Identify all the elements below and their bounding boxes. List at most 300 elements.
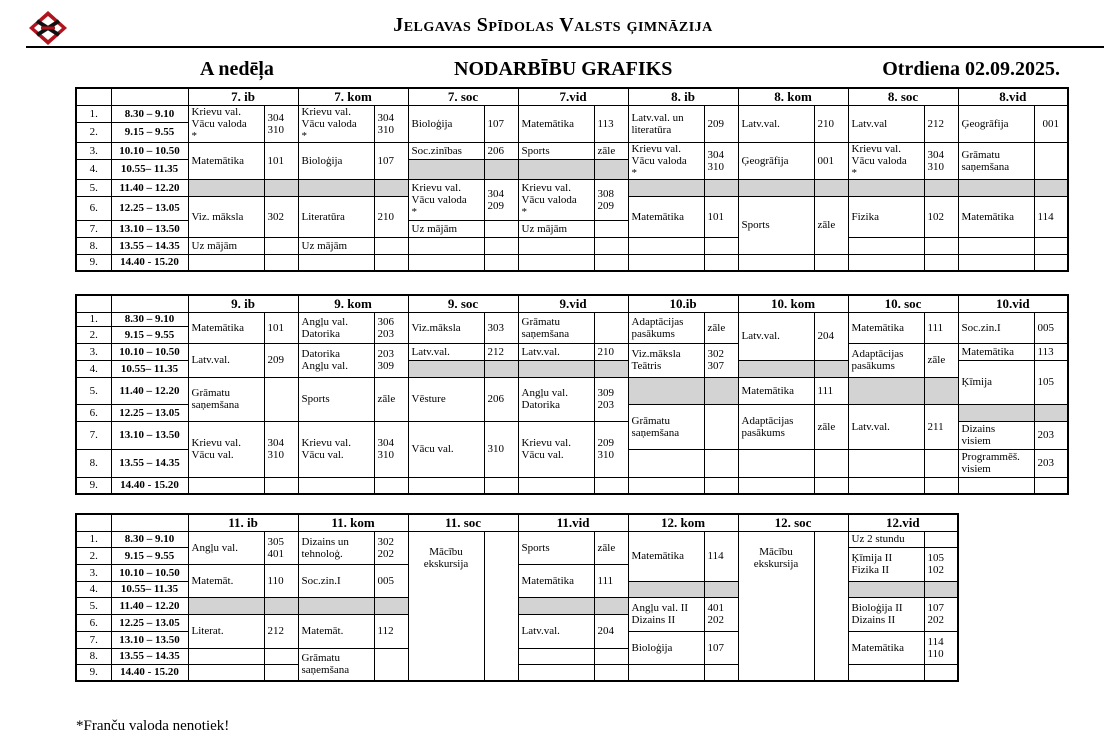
period-time: 13.55 – 14.35: [111, 449, 188, 477]
subject-cell: [738, 477, 814, 494]
room-cell: [704, 664, 738, 681]
subject-cell: Viz.māksla Teātris: [628, 343, 704, 377]
room-cell: [1034, 477, 1068, 494]
room-cell: [704, 581, 738, 597]
room-cell: [374, 179, 408, 196]
page-title: NODARBĪBU GRAFIKS: [454, 58, 673, 80]
room-cell: 114: [1034, 196, 1068, 237]
class-header: 8. soc: [848, 88, 958, 105]
subject-cell: Adaptācijas pasākums: [738, 404, 814, 449]
room-cell: [594, 597, 628, 614]
period-number: 1.: [76, 105, 111, 122]
room-cell: 210: [374, 196, 408, 237]
subject-cell: Angļu val. Datorika: [518, 377, 594, 421]
room-cell: [264, 477, 298, 494]
room-cell: 304 310: [374, 105, 408, 142]
subject-cell: [958, 477, 1034, 494]
room-cell: [484, 237, 518, 254]
period-row: [76, 477, 1068, 494]
subject-cell: Bioloģija: [298, 142, 374, 179]
room-cell: [594, 312, 628, 343]
room-cell: 107: [704, 631, 738, 664]
period-time: 12.25 – 13.05: [111, 196, 188, 220]
period-time: 13.55 – 14.35: [111, 237, 188, 254]
class-header: 9. ib: [188, 295, 298, 312]
room-cell: zāle: [374, 377, 408, 421]
room-cell: 206: [484, 377, 518, 421]
room-cell: 114: [704, 531, 738, 581]
class-header: 9. soc: [408, 295, 518, 312]
subject-cell: [518, 477, 594, 494]
room-cell: 001: [1034, 105, 1068, 142]
subject-cell: Ģeogrāfija: [738, 142, 814, 179]
subject-cell: [628, 449, 704, 477]
room-cell: 105: [1034, 360, 1068, 404]
room-cell: [924, 664, 958, 681]
subject-cell: [848, 664, 924, 681]
class-header: 7.vid: [518, 88, 628, 105]
room-cell: [704, 404, 738, 449]
subject-cell: Krievu val. Vācu valoda *: [848, 142, 924, 179]
subject-cell: Adaptācijas pasākums: [848, 343, 924, 377]
room-cell: [264, 179, 298, 196]
subject-cell: Ķīmija II Fizika II: [848, 547, 924, 581]
time-header: [111, 295, 188, 312]
room-cell: 308 209: [594, 179, 628, 220]
class-header: 12.vid: [848, 514, 958, 531]
period-number: 3.: [76, 564, 111, 581]
period-number: 6.: [76, 196, 111, 220]
room-cell: 102: [924, 196, 958, 237]
subject-cell: Matemātika: [628, 196, 704, 237]
room-cell: [594, 220, 628, 237]
period-time: 9.15 – 9.55: [111, 326, 188, 343]
room-cell: [704, 179, 738, 196]
period-number: 7.: [76, 421, 111, 449]
room-cell: 204: [814, 312, 848, 360]
subject-cell: Matemātika: [628, 531, 704, 581]
subject-cell: [848, 179, 924, 196]
room-cell: 114 110: [924, 631, 958, 664]
room-cell: 302: [264, 196, 298, 237]
room-cell: 304 310: [264, 421, 298, 477]
period-number-header: [76, 514, 111, 531]
subject-cell: Matemātika: [518, 564, 594, 597]
subject-cell: Latv.val: [848, 105, 924, 142]
class-header: 8.vid: [958, 88, 1068, 105]
room-cell: [594, 237, 628, 254]
period-time: 11.40 – 12.20: [111, 597, 188, 614]
timetable-1: [75, 87, 1069, 272]
room-cell: [814, 449, 848, 477]
room-cell: 107: [484, 105, 518, 142]
subject-cell: Latv.val.: [188, 343, 264, 377]
room-cell: 305 401: [264, 531, 298, 564]
footnote: *Franču valoda nenotiek!: [76, 718, 230, 734]
period-row: [76, 531, 958, 547]
room-cell: [594, 664, 628, 681]
room-cell: [1034, 404, 1068, 421]
period-number: 8.: [76, 648, 111, 664]
room-cell: 304 209: [484, 179, 518, 220]
subject-cell: Bioloģija: [408, 105, 484, 142]
room-cell: 401 202: [704, 597, 738, 631]
subject-cell: Angļu val. Datorika: [298, 312, 374, 343]
subject-cell: Fizika: [848, 196, 924, 237]
subject-cell: Uz mājām: [408, 220, 484, 237]
subject-cell: Krievu val. Vācu valoda *: [408, 179, 484, 220]
period-row: [76, 254, 1068, 271]
class-header: 11. ib: [188, 514, 298, 531]
period-number-header: [76, 88, 111, 105]
room-cell: 101: [704, 196, 738, 237]
subject-cell: [188, 477, 264, 494]
room-cell: 210: [814, 105, 848, 142]
period-time: 12.25 – 13.05: [111, 614, 188, 631]
subject-cell: [518, 254, 594, 271]
subject-cell: Literat.: [188, 614, 264, 648]
room-cell: [1034, 179, 1068, 196]
header-rule: [26, 46, 1104, 48]
subject-cell: [628, 377, 704, 404]
period-number: 3.: [76, 142, 111, 159]
room-cell: [704, 237, 738, 254]
room-cell: [374, 477, 408, 494]
subject-cell: Soc.zinības: [408, 142, 484, 159]
room-cell: 211: [924, 404, 958, 449]
room-cell: [924, 254, 958, 271]
class-header: 7. soc: [408, 88, 518, 105]
period-time: 10.55– 11.35: [111, 360, 188, 377]
period-number: 4.: [76, 360, 111, 377]
time-header: [111, 88, 188, 105]
room-cell: 209: [264, 343, 298, 377]
period-row: [76, 377, 1068, 404]
subject-cell: Vēsture: [408, 377, 484, 421]
timetable-3: [75, 513, 959, 682]
room-cell: [814, 179, 848, 196]
subject-cell: [298, 597, 374, 614]
room-cell: zāle: [594, 531, 628, 564]
period-time: 10.10 – 10.50: [111, 142, 188, 159]
period-number: 9.: [76, 664, 111, 681]
subject-cell: Latv.val.: [738, 105, 814, 142]
subject-cell: [848, 254, 924, 271]
period-number: 7.: [76, 220, 111, 237]
subject-cell: [188, 179, 264, 196]
room-cell: [924, 237, 958, 254]
room-cell: [924, 531, 958, 547]
room-cell: 107 202: [924, 597, 958, 631]
room-cell: 212: [484, 343, 518, 360]
subject-cell: [188, 597, 264, 614]
room-cell: [374, 648, 408, 681]
period-time: 13.10 – 13.50: [111, 421, 188, 449]
time-header: [111, 514, 188, 531]
room-cell: [594, 360, 628, 377]
subject-cell: Adaptācijas pasākums: [628, 312, 704, 343]
subject-cell: [188, 664, 264, 681]
period-number: 4.: [76, 581, 111, 597]
period-time: 10.10 – 10.50: [111, 343, 188, 360]
room-cell: [814, 254, 848, 271]
room-cell: [924, 477, 958, 494]
class-header: 11. soc: [408, 514, 518, 531]
room-cell: [814, 531, 848, 681]
header-row: [76, 514, 958, 531]
room-cell: [594, 648, 628, 664]
room-cell: 304 310: [374, 421, 408, 477]
room-cell: [924, 581, 958, 597]
period-number: 2.: [76, 547, 111, 564]
period-number: 2.: [76, 122, 111, 142]
room-cell: [704, 377, 738, 404]
class-header: 7. ib: [188, 88, 298, 105]
period-number: 5.: [76, 597, 111, 614]
room-cell: [1034, 142, 1068, 179]
subject-cell: [628, 664, 704, 681]
period-number: 5.: [76, 377, 111, 404]
room-cell: 111: [924, 312, 958, 343]
room-cell: [374, 597, 408, 614]
subject-cell: Grāmatu saņemšana: [188, 377, 264, 421]
subject-cell: [738, 254, 814, 271]
class-header: 11.vid: [518, 514, 628, 531]
class-header: 9. kom: [298, 295, 408, 312]
subject-cell: Vācu val.: [408, 421, 484, 477]
room-cell: [1034, 254, 1068, 271]
class-header: 10. soc: [848, 295, 958, 312]
room-cell: zāle: [704, 312, 738, 343]
room-cell: [484, 159, 518, 179]
class-header: 12. soc: [738, 514, 848, 531]
subject-cell: [518, 648, 594, 664]
period-row: [76, 142, 1068, 159]
room-cell: 203 309: [374, 343, 408, 377]
period-number: 9.: [76, 254, 111, 271]
room-cell: zāle: [594, 142, 628, 159]
period-number: 8.: [76, 449, 111, 477]
date-label: Otrdiena 02.09.2025.: [882, 58, 1060, 80]
subject-cell: [408, 477, 484, 494]
room-cell: [264, 254, 298, 271]
subject-cell: [628, 179, 704, 196]
subject-cell: Matemātika: [848, 631, 924, 664]
room-cell: [484, 220, 518, 237]
room-cell: 304 310: [704, 142, 738, 179]
subject-cell: Mācību ekskursija: [408, 531, 484, 681]
room-cell: 203: [1034, 421, 1068, 449]
subject-cell: Dizains visiem: [958, 421, 1034, 449]
room-cell: zāle: [924, 343, 958, 377]
subject-cell: [848, 377, 924, 404]
period-row: [76, 343, 1068, 360]
subject-cell: [738, 179, 814, 196]
subject-cell: Matemātika: [738, 377, 814, 404]
room-cell: 212: [264, 614, 298, 648]
subject-cell: Matemātika: [848, 312, 924, 343]
room-cell: 005: [1034, 312, 1068, 343]
subject-cell: [298, 477, 374, 494]
week-label: A nedēļa: [200, 58, 274, 80]
header-row: [76, 88, 1068, 105]
subject-cell: Angļu val. II Dizains II: [628, 597, 704, 631]
subject-cell: Uz 2 stundu: [848, 531, 924, 547]
room-cell: [924, 449, 958, 477]
room-cell: 304 310: [924, 142, 958, 179]
room-cell: [484, 477, 518, 494]
room-cell: 111: [814, 377, 848, 404]
subject-cell: [518, 237, 594, 254]
subject-cell: Ķīmija: [958, 360, 1034, 404]
room-cell: 101: [264, 312, 298, 343]
room-cell: 206: [484, 142, 518, 159]
subject-cell: Dizains un tehnoloģ.: [298, 531, 374, 564]
subject-cell: Krievu val. Vācu valoda *: [298, 105, 374, 142]
period-row: [76, 179, 1068, 196]
period-number: 8.: [76, 237, 111, 254]
period-number-header: [76, 295, 111, 312]
period-time: 8.30 – 9.10: [111, 105, 188, 122]
room-cell: [374, 254, 408, 271]
room-cell: [264, 237, 298, 254]
class-header: 10.ib: [628, 295, 738, 312]
room-cell: [264, 377, 298, 421]
room-cell: [594, 477, 628, 494]
subject-cell: [738, 449, 814, 477]
room-cell: 302 202: [374, 531, 408, 564]
room-cell: [814, 477, 848, 494]
subject-cell: [188, 648, 264, 664]
period-number: 9.: [76, 477, 111, 494]
period-time: 9.15 – 9.55: [111, 547, 188, 564]
period-time: 11.40 – 12.20: [111, 179, 188, 196]
subject-cell: [408, 360, 484, 377]
subject-cell: Soc.zin.I: [958, 312, 1034, 343]
period-time: 14.40 - 15.20: [111, 477, 188, 494]
period-time: 14.40 - 15.20: [111, 664, 188, 681]
subject-cell: [298, 254, 374, 271]
room-cell: [484, 254, 518, 271]
room-cell: 302 307: [704, 343, 738, 377]
subject-cell: [408, 159, 484, 179]
subject-cell: [628, 254, 704, 271]
period-time: 13.10 – 13.50: [111, 220, 188, 237]
room-cell: [924, 179, 958, 196]
period-number: 3.: [76, 343, 111, 360]
class-header: 9.vid: [518, 295, 628, 312]
room-cell: 101: [264, 142, 298, 179]
subject-cell: Grāmatu saņemšana: [628, 404, 704, 449]
room-cell: zāle: [814, 404, 848, 449]
subject-cell: Viz. māksla: [188, 196, 264, 237]
room-cell: 203: [1034, 449, 1068, 477]
subject-cell: [958, 404, 1034, 421]
period-time: 13.10 – 13.50: [111, 631, 188, 648]
subject-cell: Matemātika: [518, 105, 594, 142]
period-number: 2.: [76, 326, 111, 343]
subject-cell: Bioloģija: [628, 631, 704, 664]
subject-cell: Matemāt.: [188, 564, 264, 597]
room-cell: 309 203: [594, 377, 628, 421]
subject-cell: Latv.val.: [738, 312, 814, 360]
subject-cell: Soc.zin.I: [298, 564, 374, 597]
period-number: 6.: [76, 404, 111, 421]
subject-cell: Mācību ekskursija: [738, 531, 814, 681]
subject-cell: [848, 449, 924, 477]
subject-cell: Sports: [298, 377, 374, 421]
subject-cell: [848, 477, 924, 494]
room-cell: 212: [924, 105, 958, 142]
room-cell: zāle: [814, 196, 848, 254]
room-cell: [924, 377, 958, 404]
period-row: [76, 312, 1068, 326]
subject-cell: Literatūra: [298, 196, 374, 237]
subject-cell: Uz mājām: [298, 237, 374, 254]
room-cell: [814, 360, 848, 377]
room-cell: 209 310: [594, 421, 628, 477]
period-number: 1.: [76, 312, 111, 326]
subject-cell: [848, 581, 924, 597]
room-cell: [374, 237, 408, 254]
period-time: 12.25 – 13.05: [111, 404, 188, 421]
subject-cell: Grāmatu saņemšana: [518, 312, 594, 343]
room-cell: 210: [594, 343, 628, 360]
room-cell: 209: [704, 105, 738, 142]
period-time: 10.10 – 10.50: [111, 564, 188, 581]
subject-cell: Sports: [518, 142, 594, 159]
school-name: Jelgavas Spīdolas Valsts ģimnāzija: [393, 14, 713, 36]
subject-cell: [738, 360, 814, 377]
subject-cell: [958, 179, 1034, 196]
room-cell: [264, 597, 298, 614]
period-number: 5.: [76, 179, 111, 196]
subject-cell: Krievu val. Vācu val.: [298, 421, 374, 477]
subject-cell: Sports: [518, 531, 594, 564]
subject-cell: [408, 254, 484, 271]
room-cell: [1034, 237, 1068, 254]
subject-cell: Ģeogrāfija: [958, 105, 1034, 142]
period-number: 4.: [76, 159, 111, 179]
period-time: 11.40 – 12.20: [111, 377, 188, 404]
room-cell: 204: [594, 614, 628, 648]
subject-cell: Krievu val. Vācu val.: [188, 421, 264, 477]
period-time: 8.30 – 9.10: [111, 312, 188, 326]
room-cell: [484, 531, 518, 681]
room-cell: 112: [374, 614, 408, 648]
room-cell: [594, 254, 628, 271]
timetable-2: [75, 294, 1069, 495]
subject-cell: [958, 254, 1034, 271]
period-time: 9.15 – 9.55: [111, 122, 188, 142]
subject-cell: Krievu val. Vācu val.: [518, 421, 594, 477]
subject-cell: Datorika Angļu val.: [298, 343, 374, 377]
room-cell: [704, 449, 738, 477]
subject-cell: Uz mājām: [188, 237, 264, 254]
period-number: 1.: [76, 531, 111, 547]
subject-cell: Grāmatu saņemšana: [298, 648, 374, 681]
subject-cell: [518, 360, 594, 377]
period-row: [76, 105, 1068, 122]
room-cell: 005: [374, 564, 408, 597]
room-cell: 113: [1034, 343, 1068, 360]
room-cell: 306 203: [374, 312, 408, 343]
header-row: [76, 295, 1068, 312]
subject-cell: [518, 664, 594, 681]
subject-cell: [628, 581, 704, 597]
subject-cell: Matemātika: [958, 196, 1034, 237]
class-header: 7. kom: [298, 88, 408, 105]
